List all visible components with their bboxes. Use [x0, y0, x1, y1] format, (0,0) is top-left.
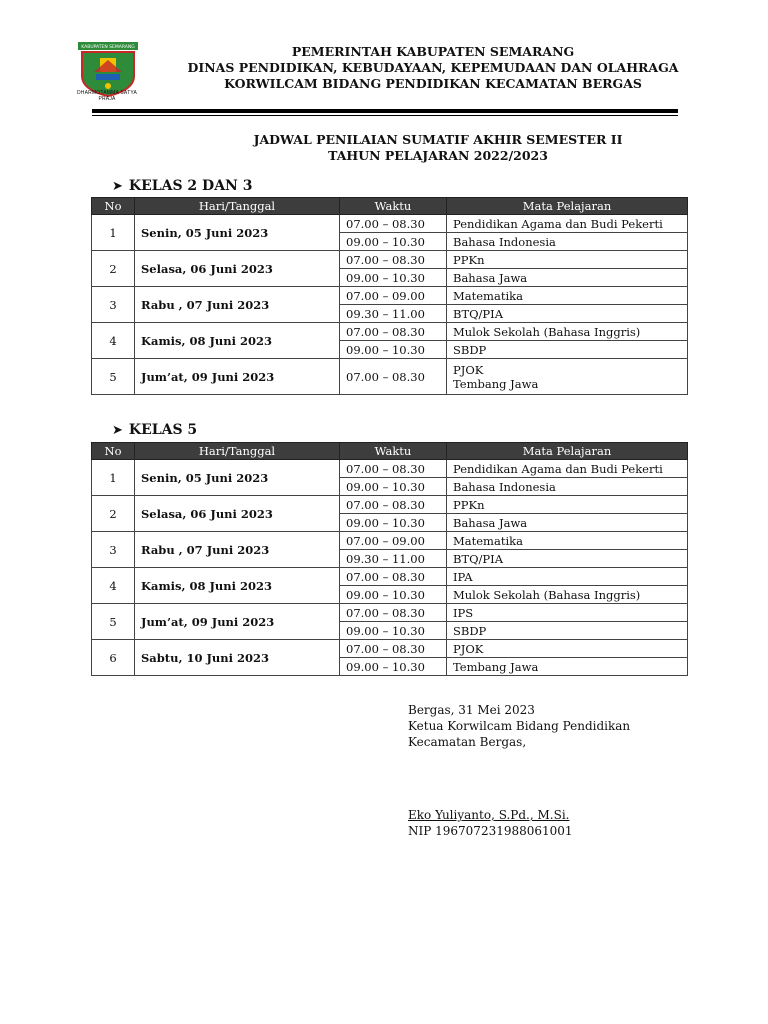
col-header-time: Waktu: [340, 443, 447, 460]
row-day: Rabu , 07 Juni 2023: [135, 287, 340, 323]
table-row: [92, 287, 688, 305]
header-rule-thin: [92, 115, 678, 116]
row-day: Jum’at, 09 Juni 2023: [135, 604, 340, 640]
schedule-table-kelas-5: [91, 442, 688, 676]
row-time: 09.00 – 10.30: [340, 622, 447, 640]
row-subject: Bahasa Jawa: [447, 269, 688, 287]
row-number: 1: [92, 215, 135, 251]
row-time: 07.00 – 08.30: [340, 640, 447, 658]
title-line-1: JADWAL PENILAIAN SUMATIF AKHIR SEMESTER II: [253, 132, 623, 147]
section-heading-kelas-2-3: [112, 178, 252, 194]
row-day: Senin, 05 Juni 2023: [135, 215, 340, 251]
row-subject-line: Tembang Jawa: [453, 376, 539, 391]
table-row: [92, 568, 688, 586]
row-subject: BTQ/PIA: [447, 305, 688, 323]
col-header-day: Hari/Tanggal: [135, 198, 340, 215]
row-subject-line: PJOK: [453, 362, 484, 377]
row-number: 1: [92, 460, 135, 496]
row-day: Rabu , 07 Juni 2023: [135, 532, 340, 568]
row-subject: [447, 359, 688, 395]
row-subject: PPKn: [447, 496, 688, 514]
row-day: Senin, 05 Juni 2023: [135, 460, 340, 496]
row-time: 07.00 – 08.30: [340, 496, 447, 514]
row-time: 09.30 – 11.00: [340, 550, 447, 568]
col-header-no: No: [92, 443, 135, 460]
row-subject: BTQ/PIA: [447, 550, 688, 568]
row-number: 5: [92, 359, 135, 395]
row-time: 09.00 – 10.30: [340, 658, 447, 676]
table-header-row: [92, 443, 688, 460]
letterhead-line-1: PEMERINTAH KABUPATEN SEMARANG: [291, 44, 575, 59]
table-header-row: [92, 198, 688, 215]
row-time: 09.00 – 10.30: [340, 514, 447, 532]
row-number: 5: [92, 604, 135, 640]
row-subject: Pendidikan Agama dan Budi Pekerti: [447, 460, 688, 478]
row-time: 09.00 – 10.30: [340, 233, 447, 251]
row-number: 4: [92, 568, 135, 604]
row-subject: SBDP: [447, 622, 688, 640]
section-heading-text: KELAS 5: [128, 422, 198, 438]
table-row: [92, 251, 688, 269]
row-number: 3: [92, 532, 135, 568]
row-time: 09.00 – 10.30: [340, 586, 447, 604]
logo-banner-text: KABUPATEN SEMARANG: [81, 45, 135, 50]
row-time: 07.00 – 08.30: [340, 604, 447, 622]
row-number: 2: [92, 251, 135, 287]
row-subject: IPA: [447, 568, 688, 586]
row-time: 09.00 – 10.30: [340, 478, 447, 496]
row-subject: IPS: [447, 604, 688, 622]
letterhead-line-3: KORWILCAM BIDANG PENDIDIKAN KECAMATAN BERGAS: [224, 76, 642, 91]
row-subject: Bahasa Jawa: [447, 514, 688, 532]
section-heading-text: KELAS 2 DAN 3: [128, 178, 253, 194]
row-time: 07.00 – 08.30: [340, 359, 447, 395]
row-subject: Tembang Jawa: [447, 658, 688, 676]
row-time: 09.30 – 11.00: [340, 305, 447, 323]
col-header-subject: Mata Pelajaran: [447, 198, 688, 215]
row-time: 07.00 – 08.30: [340, 251, 447, 269]
letterhead-line-2: DINAS PENDIDIKAN, KEBUDAYAAN, KEPEMUDAAN DAN OLAHRAGA: [187, 60, 679, 75]
signature-block: [408, 702, 630, 750]
arrow-bullet-icon: ➤: [112, 423, 123, 438]
logo-motto: DHARMOTAMMA SATYA PRAJA: [76, 90, 138, 102]
row-subject: Matematika: [447, 532, 688, 550]
signature-role-line-1: Ketua Korwilcam Bidang Pendidikan: [408, 719, 631, 733]
row-time: 09.00 – 10.30: [340, 341, 447, 359]
col-header-subject: Mata Pelajaran: [447, 443, 688, 460]
row-subject: Mulok Sekolah (Bahasa Inggris): [447, 586, 688, 604]
letterhead: [150, 44, 716, 92]
row-day: Selasa, 06 Juni 2023: [135, 251, 340, 287]
col-header-time: Waktu: [340, 198, 447, 215]
row-day: Kamis, 08 Juni 2023: [135, 568, 340, 604]
table-row: [92, 215, 688, 233]
row-day: Kamis, 08 Juni 2023: [135, 323, 340, 359]
table-row: [92, 323, 688, 341]
signatory-nip: NIP 196707231988061001: [408, 824, 573, 838]
table-row: [92, 532, 688, 550]
row-subject: Bahasa Indonesia: [447, 233, 688, 251]
arrow-bullet-icon: ➤: [112, 179, 123, 194]
section-heading-kelas-5: [112, 422, 197, 438]
col-header-day: Hari/Tanggal: [135, 443, 340, 460]
row-number: 2: [92, 496, 135, 532]
row-day: Selasa, 06 Juni 2023: [135, 496, 340, 532]
row-subject: SBDP: [447, 341, 688, 359]
title-line-2: TAHUN PELAJARAN 2022/2023: [328, 148, 548, 163]
row-time: 09.00 – 10.30: [340, 269, 447, 287]
row-time: 07.00 – 08.30: [340, 215, 447, 233]
row-subject: Matematika: [447, 287, 688, 305]
schedule-table-kelas-2-3: [91, 197, 688, 395]
header-rule-thick: [92, 109, 678, 113]
row-subject: PPKn: [447, 251, 688, 269]
col-header-no: No: [92, 198, 135, 215]
signature-role-line-2: Kecamatan Bergas,: [408, 735, 527, 749]
row-number: 4: [92, 323, 135, 359]
row-time: 07.00 – 08.30: [340, 323, 447, 341]
row-number: 3: [92, 287, 135, 323]
table-row: [92, 359, 688, 395]
table-row: [92, 640, 688, 658]
row-subject: Bahasa Indonesia: [447, 478, 688, 496]
signatory: [408, 807, 573, 839]
document-title: [150, 132, 726, 164]
table-row: [92, 460, 688, 478]
row-subject: Pendidikan Agama dan Budi Pekerti: [447, 215, 688, 233]
row-day: Jum’at, 09 Juni 2023: [135, 359, 340, 395]
row-subject: PJOK: [447, 640, 688, 658]
row-time: 07.00 – 09.00: [340, 287, 447, 305]
signature-place-date: Bergas, 31 Mei 2023: [408, 703, 535, 717]
row-time: 07.00 – 08.30: [340, 460, 447, 478]
table-row: [92, 604, 688, 622]
signatory-name: Eko Yuliyanto, S.Pd., M.Si.: [408, 808, 570, 822]
row-number: 6: [92, 640, 135, 676]
row-day: Sabtu, 10 Juni 2023: [135, 640, 340, 676]
row-time: 07.00 – 09.00: [340, 532, 447, 550]
table-row: [92, 496, 688, 514]
row-subject: Mulok Sekolah (Bahasa Inggris): [447, 323, 688, 341]
row-time: 07.00 – 08.30: [340, 568, 447, 586]
